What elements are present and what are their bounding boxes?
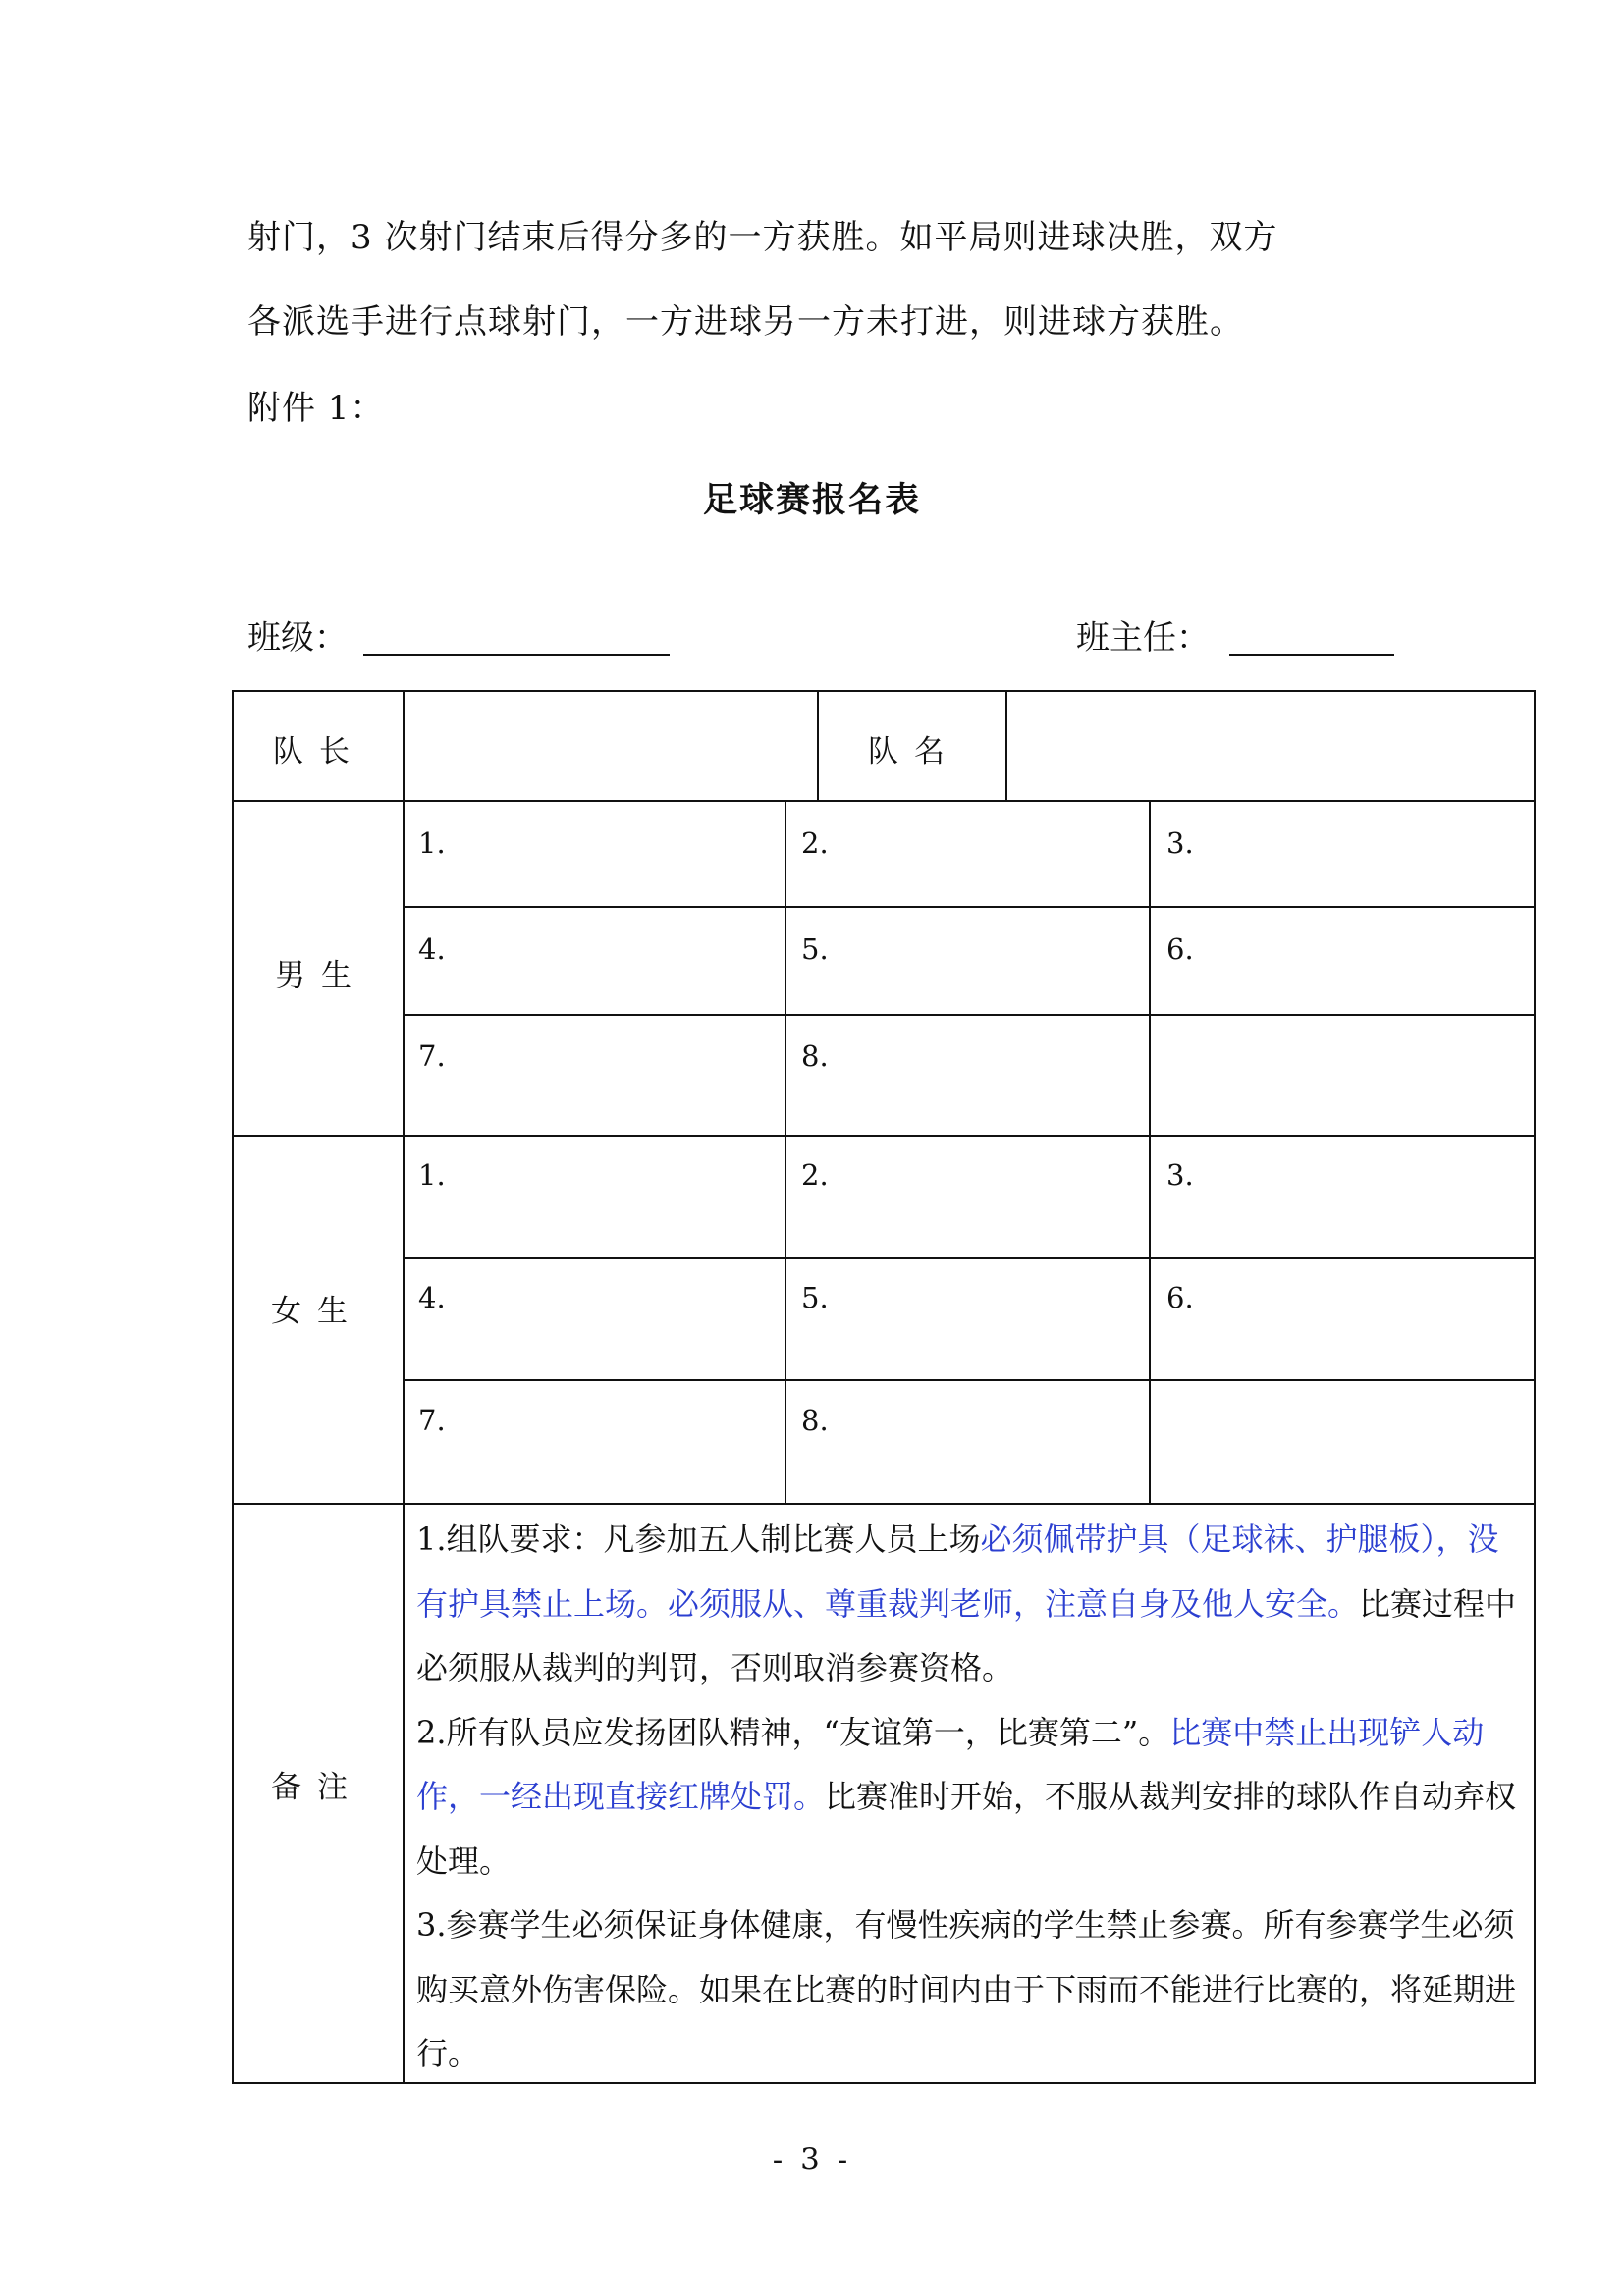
team-name-label: 队名	[868, 734, 960, 770]
girls-slot-3[interactable]: 3.	[1166, 1158, 1194, 1192]
col-divider	[817, 690, 819, 800]
boys-slot-4[interactable]: 4.	[418, 933, 446, 966]
row-divider	[403, 1379, 1536, 1381]
boys-label: 男生	[275, 958, 367, 993]
boys-slot-2[interactable]: 2.	[801, 827, 829, 860]
body-paragraph-1: 射门，3 次射门结束后得分多的一方获胜。如平局则进球决胜，双方	[247, 218, 1278, 257]
class-field-blank[interactable]	[363, 654, 670, 656]
form-title: 足球赛报名表	[702, 481, 921, 520]
notes-label: 备注	[271, 1770, 363, 1805]
body-paragraph-2: 各派选手进行点球射门，一方进球另一方未打进，则进球方获胜。	[247, 302, 1244, 342]
boys-slot-7[interactable]: 7.	[418, 1040, 446, 1073]
girls-slot-5[interactable]: 5.	[801, 1281, 829, 1314]
team-name-input[interactable]	[1009, 694, 1532, 798]
note-2-text-end: 比赛准时开始，不服从裁判安排的球队作自动弃权处理。	[416, 1778, 1517, 1880]
attachment-heading: 附件 1：	[247, 389, 385, 428]
col-divider	[1005, 690, 1007, 800]
note-2-highlight: 比赛中禁止出现铲人动作，一经出现直接红牌处罚。	[416, 1713, 1485, 1815]
captain-label: 队长	[273, 734, 365, 770]
col-divider	[403, 690, 405, 2084]
note-1-highlight: 必须佩带护具（足球袜、护腿板），没有护具禁止上场。必须服从、尊重裁判老师，注意自身及他人安全。	[416, 1521, 1499, 1623]
girls-slot-8[interactable]: 8.	[801, 1404, 829, 1437]
teacher-field-blank[interactable]	[1229, 654, 1394, 656]
note-1-text-end: 比赛过程中必须服从裁判的判罚，否则取消参赛资格。	[416, 1584, 1517, 1686]
girls-label: 女生	[271, 1294, 363, 1329]
captain-input[interactable]	[406, 694, 813, 798]
row-divider	[232, 1503, 1536, 1505]
page-number: - 3 -	[772, 2142, 852, 2177]
row-divider	[403, 1257, 1536, 1259]
boys-slot-1[interactable]: 1.	[418, 827, 446, 860]
notes-content	[416, 1508, 1526, 2087]
row-divider	[403, 906, 1536, 908]
boys-slot-8[interactable]: 8.	[801, 1040, 829, 1073]
note-2-text: 2.所有队员应发扬团队精神，“友谊第一，比赛第二”。	[416, 1713, 1170, 1751]
note-1	[416, 1508, 1526, 1701]
note-2	[416, 1701, 1526, 1895]
row-divider	[232, 800, 1536, 802]
col-divider	[1149, 800, 1151, 1503]
class-field-label: 班级：	[247, 618, 348, 658]
boys-slot-3[interactable]: 3.	[1166, 827, 1194, 860]
row-divider	[403, 1014, 1536, 1016]
girls-slot-4[interactable]: 4.	[418, 1281, 446, 1314]
teacher-field-label: 班主任：	[1076, 618, 1210, 658]
girls-slot-6[interactable]: 6.	[1166, 1281, 1194, 1314]
col-divider	[785, 800, 786, 1503]
note-3: 3.参赛学生必须保证身体健康，有慢性疾病的学生禁止参赛。所有参赛学生必须购买意外伤害保险。如果在比赛的时间内由于下雨而不能进行比赛的，将延期进行。	[416, 1906, 1517, 2072]
boys-slot-5[interactable]: 5.	[801, 933, 829, 966]
girls-slot-7[interactable]: 7.	[418, 1404, 446, 1437]
row-divider	[232, 1135, 1536, 1137]
girls-slot-2[interactable]: 2.	[801, 1158, 829, 1192]
boys-slot-6[interactable]: 6.	[1166, 933, 1194, 966]
girls-slot-1[interactable]: 1.	[418, 1158, 446, 1192]
note-1-text: 1.组队要求：凡参加五人制比赛人员上场	[416, 1521, 981, 1558]
